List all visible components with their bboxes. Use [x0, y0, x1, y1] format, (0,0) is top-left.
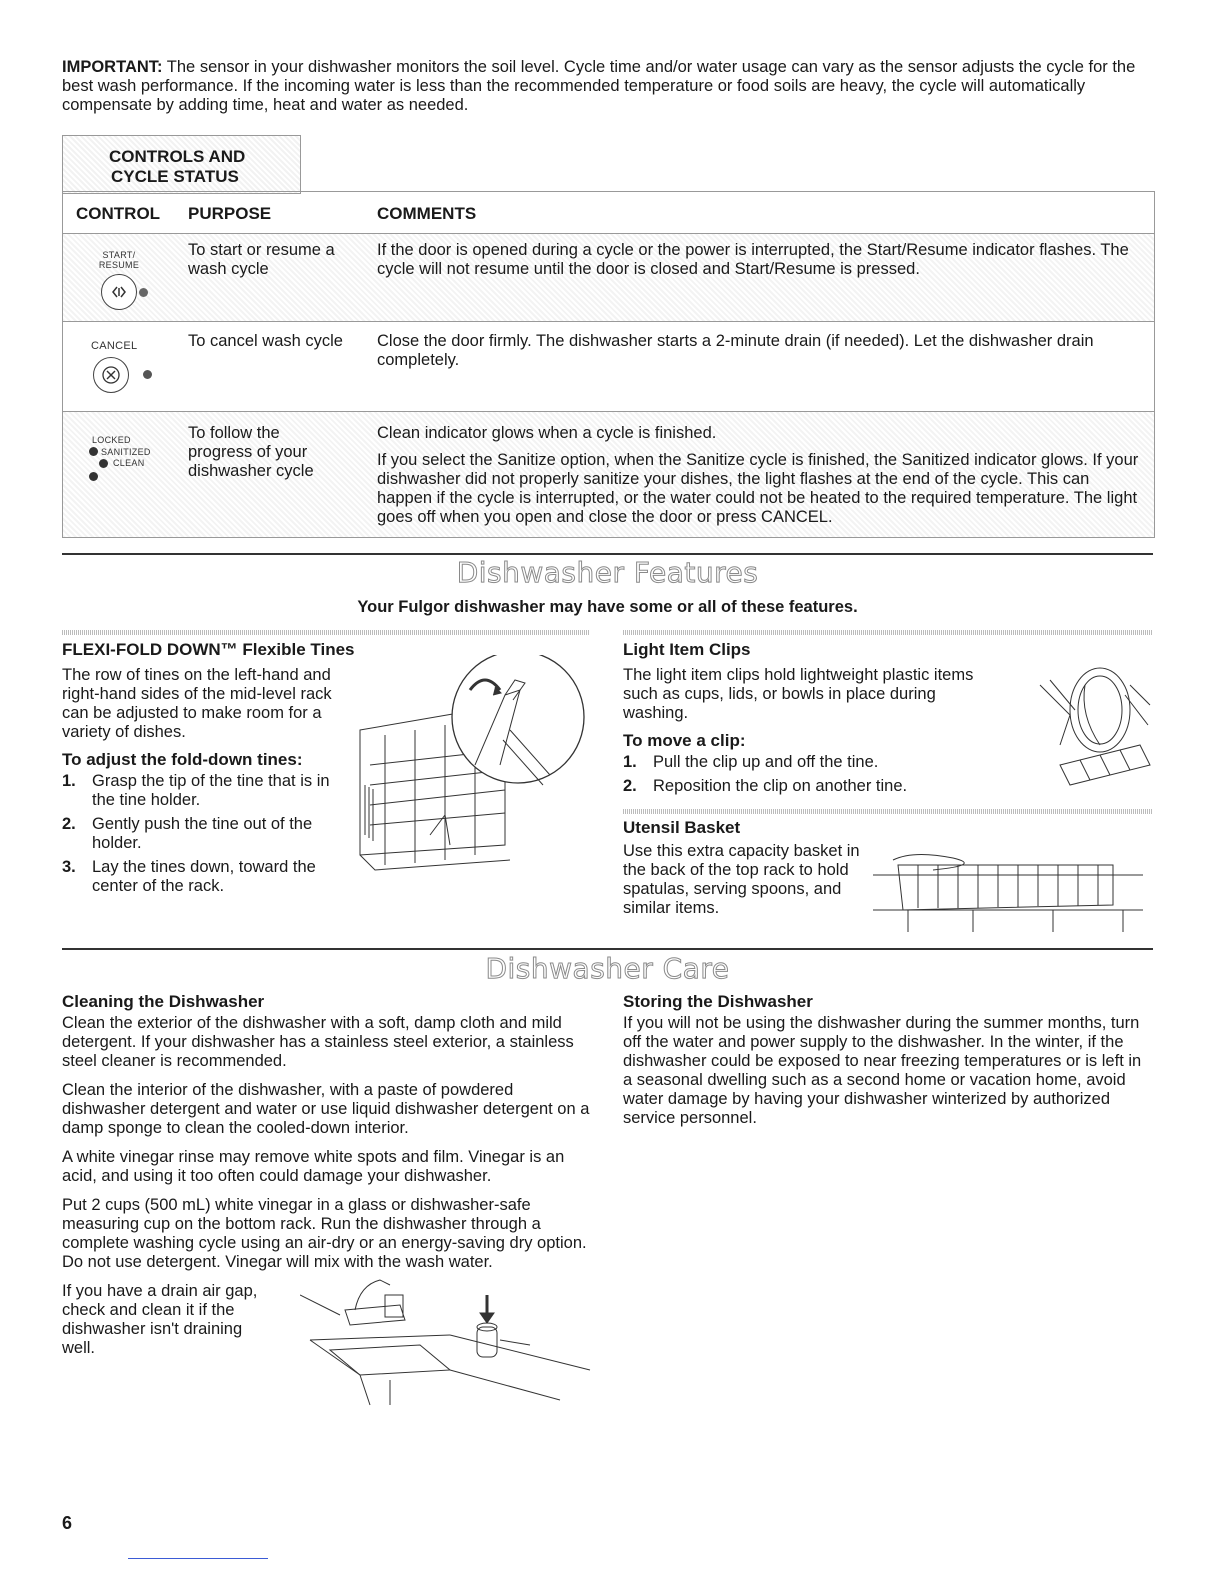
clips-body: The light item clips hold lightweight plastic items such as cups, lids, or bowls in place during washing. [623, 666, 974, 722]
step-number: 3. [62, 858, 76, 876]
important-label: IMPORTANT: [62, 58, 163, 76]
column-rule-basket [623, 809, 1153, 814]
rack-illustration [355, 655, 590, 890]
controls-title-line2: CYCLE STATUS [111, 167, 239, 186]
step-text: Grasp the tip of the tine that is in the tine holder. [92, 772, 330, 809]
cleaning-paragraph-2: Clean the interior of the dishwasher, with a paste of powdered dishwasher detergent and water or use liquid dishwasher detergent on a damp sponge to clean the cooled-down interior. [62, 1081, 590, 1137]
section-divider [62, 553, 1153, 555]
list-item [62, 772, 352, 810]
cleaning-heading: Cleaning the Dishwasher [62, 992, 265, 1011]
start-resume-icon [101, 274, 137, 310]
list-item [623, 753, 1013, 772]
step-text: Gently push the tine out of the holder. [92, 815, 313, 852]
cancel-indicator-icon [143, 370, 152, 379]
start-resume-label: START/ RESUME [98, 250, 140, 270]
storing-body: If you will not be using the dishwasher during the summer months, turn off the water and power supply to the dishwasher. In the winter, if the dishwasher could be exposed to near freezing temperatures or is left in a seasonal dwelling such as a second home or vacation home, avoid water damage by having your dishwasher winterized by authorized service personnel. [623, 1014, 1142, 1127]
header-comments: COMMENTS [377, 204, 477, 223]
step-text: Reposition the clip on another tine. [653, 777, 908, 795]
header-purpose: PURPOSE [188, 204, 272, 223]
sanitized-indicator-icon [89, 447, 98, 456]
clean-label: CLEAN [113, 458, 145, 468]
clip-illustration [1030, 655, 1155, 800]
step-number: 1. [62, 772, 76, 790]
cleaning-paragraph-3: A white vinegar rinse may remove white spots and film. Vinegar is an acid, and using it too often could damage your dishwasher. [62, 1148, 565, 1185]
footer-underline [128, 1558, 268, 1559]
step-text: Lay the tines down, toward the center of the rack. [92, 858, 316, 895]
clean-indicator-icon [99, 459, 108, 468]
basket-body: Use this extra capacity basket in the back of the top rack to hold spatulas, serving spoons, and similar items. [623, 842, 860, 917]
flexi-heading: FLEXI-FOLD DOWN™ Flexible Tines [62, 640, 355, 659]
important-note [62, 58, 1152, 115]
cancel-label: CANCEL [91, 340, 138, 352]
step-text: Pull the clip up and off the tine. [653, 753, 879, 771]
basket-heading: Utensil Basket [623, 818, 741, 837]
airgap-paragraph: If you have a drain air gap, check and clean it if the dishwasher isn't draining well. [62, 1282, 258, 1357]
controls-table-title [62, 135, 301, 194]
storing-heading: Storing the Dishwasher [623, 992, 813, 1011]
controls-table [62, 191, 1155, 538]
clips-section [623, 640, 1013, 801]
start-resume-indicator-icon [139, 288, 148, 297]
drain-air-gap-illustration [300, 1275, 600, 1415]
sanitized-label: SANITIZED [101, 447, 151, 457]
clips-heading: Light Item Clips [623, 640, 751, 659]
flexi-steps [62, 772, 352, 896]
page-number: 6 [62, 1513, 73, 1533]
cancel-icon [93, 357, 129, 393]
header-control: CONTROL [76, 204, 161, 223]
flexi-section [62, 640, 362, 901]
step-number: 2. [62, 815, 76, 833]
comment-cancel: Close the door firmly. The dishwasher starts a 2-minute drain (if needed). Let the dishwasher drain completely. [377, 332, 1094, 369]
locked-indicator-icon [89, 472, 98, 481]
care-divider [62, 948, 1153, 950]
care-title: Dishwasher Care [485, 952, 730, 985]
clips-steps [623, 753, 1013, 796]
purpose-cancel: To cancel wash cycle [188, 332, 343, 350]
list-item [623, 777, 1013, 796]
cleaning-paragraph-4: Put 2 cups (500 mL) white vinegar in a glass or dishwasher-safe measuring cup on the bottom rack. Run the dishwasher through a complete washing cycle using an air-dry or an energy-saving dry option. Do not use detergent. Vinegar will mix with the wash water. [62, 1196, 587, 1271]
locked-label: LOCKED [92, 435, 131, 445]
table-row-status [63, 412, 1154, 537]
clips-subheading: To move a clip: [623, 731, 746, 750]
comment-status-2: If you select the Sanitize option, when the Sanitize cycle is finished, the Sanitized indicator glows. If your dishwasher did not properly sanitize your dishes, the light flashes at the end of the cycle. This can happen if the cycle is interrupted, or the water could not be heated to the required temperature. The light goes off when you open and close the door or press CANCEL. [377, 451, 1139, 526]
list-item [62, 858, 352, 896]
table-row-start-resume [63, 234, 1154, 322]
utensil-basket-illustration [873, 840, 1153, 932]
features-title: Dishwasher Features [456, 556, 759, 589]
step-number: 1. [623, 753, 637, 771]
basket-section [623, 818, 863, 918]
table-header-row [63, 192, 1154, 234]
column-rule-left [62, 630, 590, 635]
comment-status-1: Clean indicator glows when a cycle is finished. [377, 424, 717, 442]
purpose-start-resume: To start or resume a wash cycle [188, 241, 335, 278]
important-text: The sensor in your dishwasher monitors the soil level. Cycle time and/or water usage can vary as the sensor adjusts the cycle for the best wash performance. If the incoming water is less than the recommended temperature or food soils are heavy, the cycle will automatically compensate by adding time, heat and water as needed. [62, 58, 1136, 114]
flexi-body: The row of tines on the left-hand and right-hand sides of the mid-level rack can be adjusted to make room for a variety of dishes. [62, 666, 332, 741]
features-subtitle: Your Fulgor dishwasher may have some or all of these features. [357, 598, 858, 616]
comment-start-resume: If the door is opened during a cycle or the power is interrupted, the Start/Resume indicator flashes. The cycle will not resume until the door is closed and Start/Resume is pressed. [377, 241, 1129, 278]
controls-title-line1: CONTROLS AND [109, 147, 246, 166]
step-number: 2. [623, 777, 637, 795]
storing-section [623, 992, 1153, 1128]
flexi-subheading: To adjust the fold-down tines: [62, 750, 303, 769]
column-rule-right [623, 630, 1153, 635]
table-row-cancel [63, 322, 1154, 412]
purpose-status: To follow the progress of your dishwasher cycle [188, 424, 314, 480]
cleaning-paragraph-1: Clean the exterior of the dishwasher with a soft, damp cloth and mild detergent. If your dishwasher has a stainless steel exterior, a stainless steel cleaner is recommended. [62, 1014, 574, 1070]
list-item [62, 815, 352, 853]
